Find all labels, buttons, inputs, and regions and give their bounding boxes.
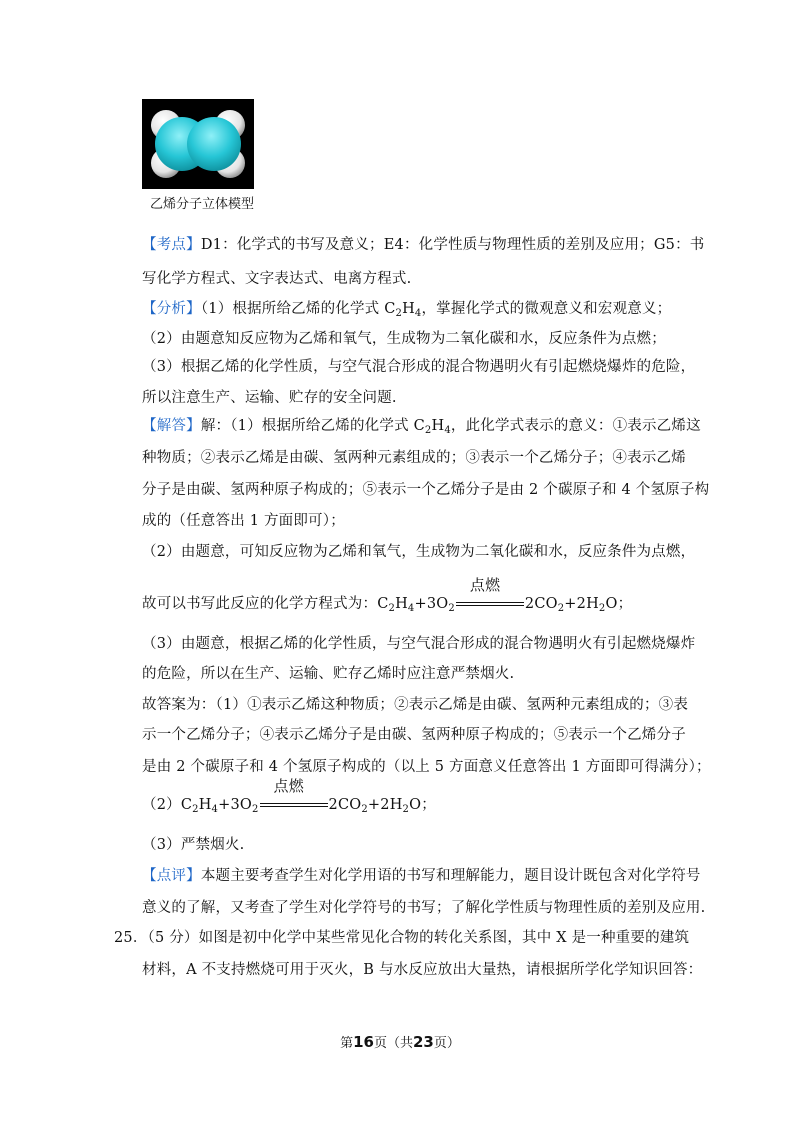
- question-25-line-1: 25．（5 分）如图是初中化学中某些常见化合物的转化关系图，其中 X 是一种重要的建筑: [114, 930, 690, 946]
- kaodian-line-2: 写化学方程式、文字表达式、电离方程式.: [142, 271, 412, 287]
- dianping-line-2: 意义的了解，又考查了学生对化学符号的书写；了解化学性质与物理性质的差别及应用.: [142, 900, 706, 916]
- answer-equation-line: $(2)C_2H_4+3O_2$ 点燃 $2CO_2+2H_2O$；: [142, 777, 436, 815]
- ethylene-model-image: [142, 99, 254, 189]
- fenxi-line-4: 所以注意生产、运输、贮存的安全问题.: [142, 390, 397, 406]
- fenxi-tag: 【分析】: [142, 301, 201, 317]
- page-footer: 第16页（共23页）: [340, 1033, 460, 1051]
- kaodian-tag: 【考点】: [142, 237, 201, 253]
- page-total: 23: [413, 1033, 434, 1051]
- dianping-tag: 【点评】: [142, 868, 201, 884]
- kaodian-line-1: 【考点】D1：化学式的书写及意义；E4：化学性质与物理性质的差别及应用；G5：书: [142, 237, 705, 253]
- question-25-line-2: 材料，A 不支持燃烧可用于灭火，B 与水反应放出大量热，请根据所学化学知识回答：: [142, 962, 703, 978]
- reaction-arrow: [456, 576, 524, 613]
- answer-line-5: （3）严禁烟火.: [142, 837, 245, 853]
- jieda-equation-line: 故可以书写此反应的化学方程式为：$C_2H_4+3O_2$ 点燃 $2CO_2+2H_2O$；: [142, 576, 633, 614]
- jieda-line-5: （2）由题意，可知反应物为乙烯和氧气，生成物为二氧化碳和水，反应条件为点燃，: [142, 544, 696, 560]
- jieda-line-7: （3）由题意，根据乙烯的化学性质，与空气混合形成的混合物遇明火有引起燃烧爆炸: [142, 636, 696, 652]
- page-number: 16: [353, 1033, 374, 1051]
- ethylene-molecule-icon: [142, 99, 254, 189]
- jieda-line-3: 分子是由碳、氢两种原子构成的；⑤表示一个乙烯分子是由 2 个碳原子和 4 个氢原子构: [142, 482, 710, 498]
- jieda-line-2: 种物质；②表示乙烯是由碳、氢两种元素组成的；③表示一个乙烯分子；④表示乙烯: [142, 450, 686, 466]
- fenxi-line-1: 【分析】（1）根据所给乙烯的化学式 $C_2H_4$，掌握化学式的微观意义和宏观意义；: [142, 301, 672, 319]
- reaction-arrow: [260, 777, 328, 814]
- answer-line-1: 故答案为：（1）①表示乙烯这种物质；②表示乙烯是由碳、氢两种元素组成的；③表: [142, 697, 689, 713]
- chemical-equation: $C_2H_4+3O_2$ 点燃 $2CO_2+2H_2O$；: [180, 777, 436, 815]
- jieda-line-8: 的危险，所以在生产、运输、贮存乙烯时应注意严禁烟火.: [142, 666, 515, 682]
- jieda-line-1: 【解答】解：（1）根据所给乙烯的化学式 $C_2H_4$，此化学式表示的意义：①表示乙烯这: [142, 418, 701, 436]
- reaction-condition: 点燃: [469, 576, 501, 594]
- dianping-line-1: 【点评】本题主要考查学生对化学用语的书写和理解能力，题目设计既包含对化学符号: [142, 868, 701, 884]
- chemical-equation: $C_2H_4+3O_2$ 点燃 $2CO_2+2H_2O$；: [377, 576, 633, 614]
- answer-line-3: 是由 2 个碳原子和 4 个氢原子构成的（以上 5 方面意义任意答出 1 方面即可得满分）；: [142, 759, 711, 775]
- fenxi-line-3: （3）根据乙烯的化学性质，与空气混合形成的混合物遇明火有引起燃烧爆炸的危险，: [142, 359, 696, 375]
- jieda-tag: 【解答】: [142, 418, 201, 434]
- jieda-line-4: 成的（任意答出 1 方面即可）；: [142, 513, 345, 529]
- answer-line-2: 示一个乙烯分子；④表示乙烯分子是由碳、氢两种原子构成的；⑤表示一个乙烯分子: [142, 727, 686, 743]
- reaction-condition: 点燃: [273, 777, 304, 795]
- fenxi-line-2: （2）由题意知反应物为乙烯和氧气，生成物为二氧化碳和水，反应条件为点燃；: [142, 331, 666, 347]
- figure-caption: 乙烯分子立体模型: [150, 197, 255, 212]
